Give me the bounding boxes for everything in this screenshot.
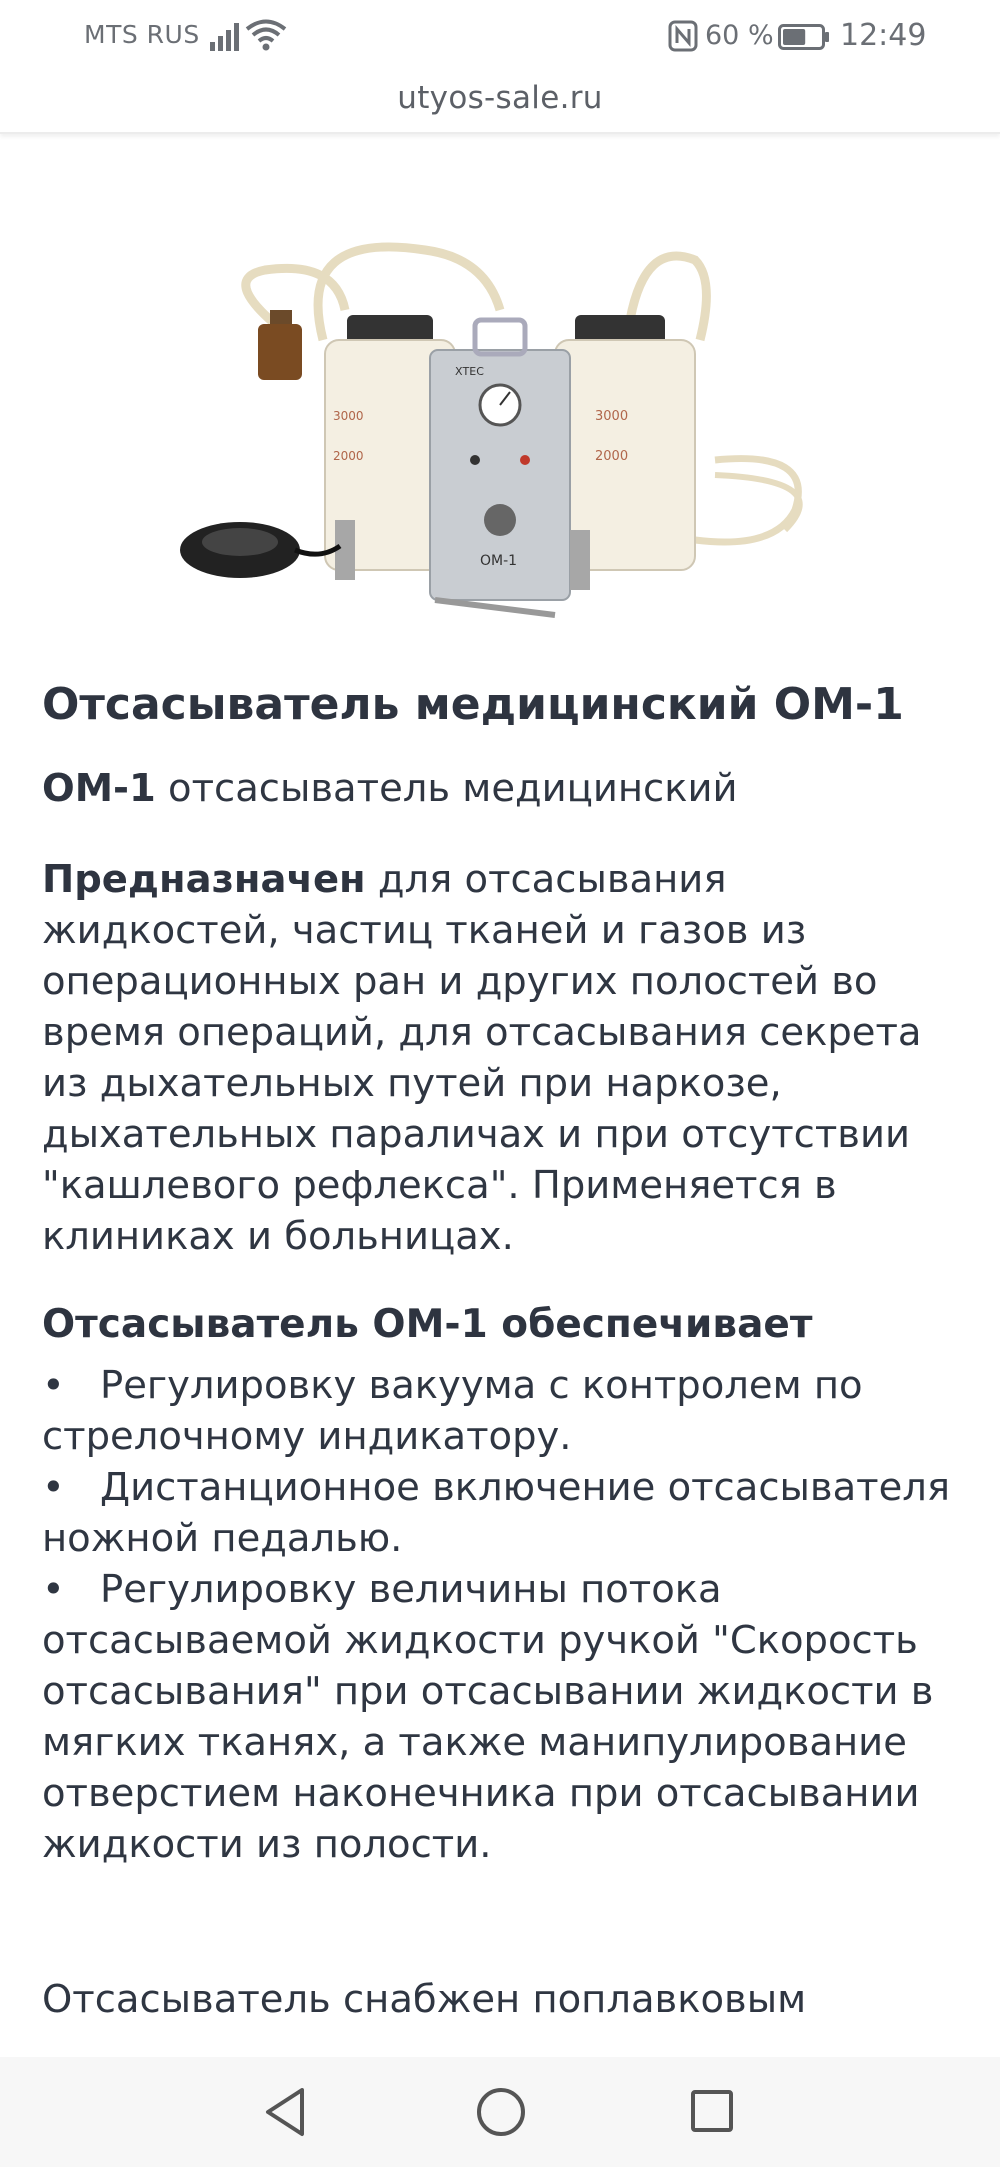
signal-icon (209, 20, 245, 52)
purpose-bold: Предназначен (42, 857, 366, 902)
bullet: • (42, 1567, 65, 1612)
device-model: ОМ-1 (480, 553, 518, 569)
jar-mark-2000-right: 2000 (595, 449, 629, 464)
battery-icon (778, 24, 830, 50)
home-icon[interactable] (474, 2085, 528, 2139)
features-list (42, 1360, 972, 1870)
list-item (42, 1564, 972, 1870)
article-title: Отсасыватель медицинский ОМ-1 (42, 679, 904, 730)
list-item (42, 1360, 972, 1462)
nfc-icon (668, 20, 698, 52)
features-heading: Отсасыватель ОМ-1 обеспечивает (42, 1302, 813, 1347)
bullet: • (42, 1465, 65, 1510)
navigation-bar (0, 2057, 1000, 2167)
feature-text: Дистанционное включение отсасывателя ножной педалью. (42, 1465, 951, 1561)
device-brand: ХТЕС (455, 365, 484, 378)
article (42, 675, 972, 2025)
product-image (175, 220, 825, 630)
back-icon[interactable] (260, 2084, 310, 2140)
purpose-text: для отсасывания жидкостей, частиц тканей и газов из операционных ран и других полостей во время операций, для отсасывания секрета из дыхательных путей при наркозе, дыхательных параличах и при отсутствии "кашлевого рефлекса". Применяется в клиниках и больницах. (42, 857, 922, 1259)
list-item (42, 1462, 972, 1564)
intro-paragraph (42, 763, 972, 814)
jar-mark-2000-left: 2000 (333, 449, 364, 463)
status-bar (0, 0, 1000, 74)
feature-text: Регулировку величины потока отсасываемой жидкости ручкой "Скорость отсасывания" при отсасывании жидкости в мягких тканях, а также манипулирование отверстием наконечника при отсасывании жидкости из полости. (42, 1567, 934, 1867)
float-paragraph: Отсасыватель снабжен поплавковым (42, 1977, 807, 2022)
battery-percent: 60 % (705, 20, 774, 51)
feature-text: Регулировку вакуума с контролем по стрелочному индикатору. (42, 1363, 863, 1459)
jar-mark-3000-right: 3000 (595, 409, 629, 424)
url-text[interactable]: utyos-sale.ru (397, 80, 603, 116)
carrier-name: MTS RUS (84, 20, 200, 49)
jar-mark-3000: 3000 (333, 409, 364, 423)
intro-text: отсасыватель медицинский (155, 766, 738, 811)
address-bar[interactable] (0, 74, 1000, 134)
bullet: • (42, 1363, 65, 1408)
recent-apps-icon[interactable] (688, 2087, 736, 2135)
intro-bold: ОМ-1 (42, 766, 156, 811)
clock: 12:49 (840, 18, 927, 53)
purpose-paragraph (42, 854, 972, 1262)
wifi-icon (245, 18, 287, 52)
